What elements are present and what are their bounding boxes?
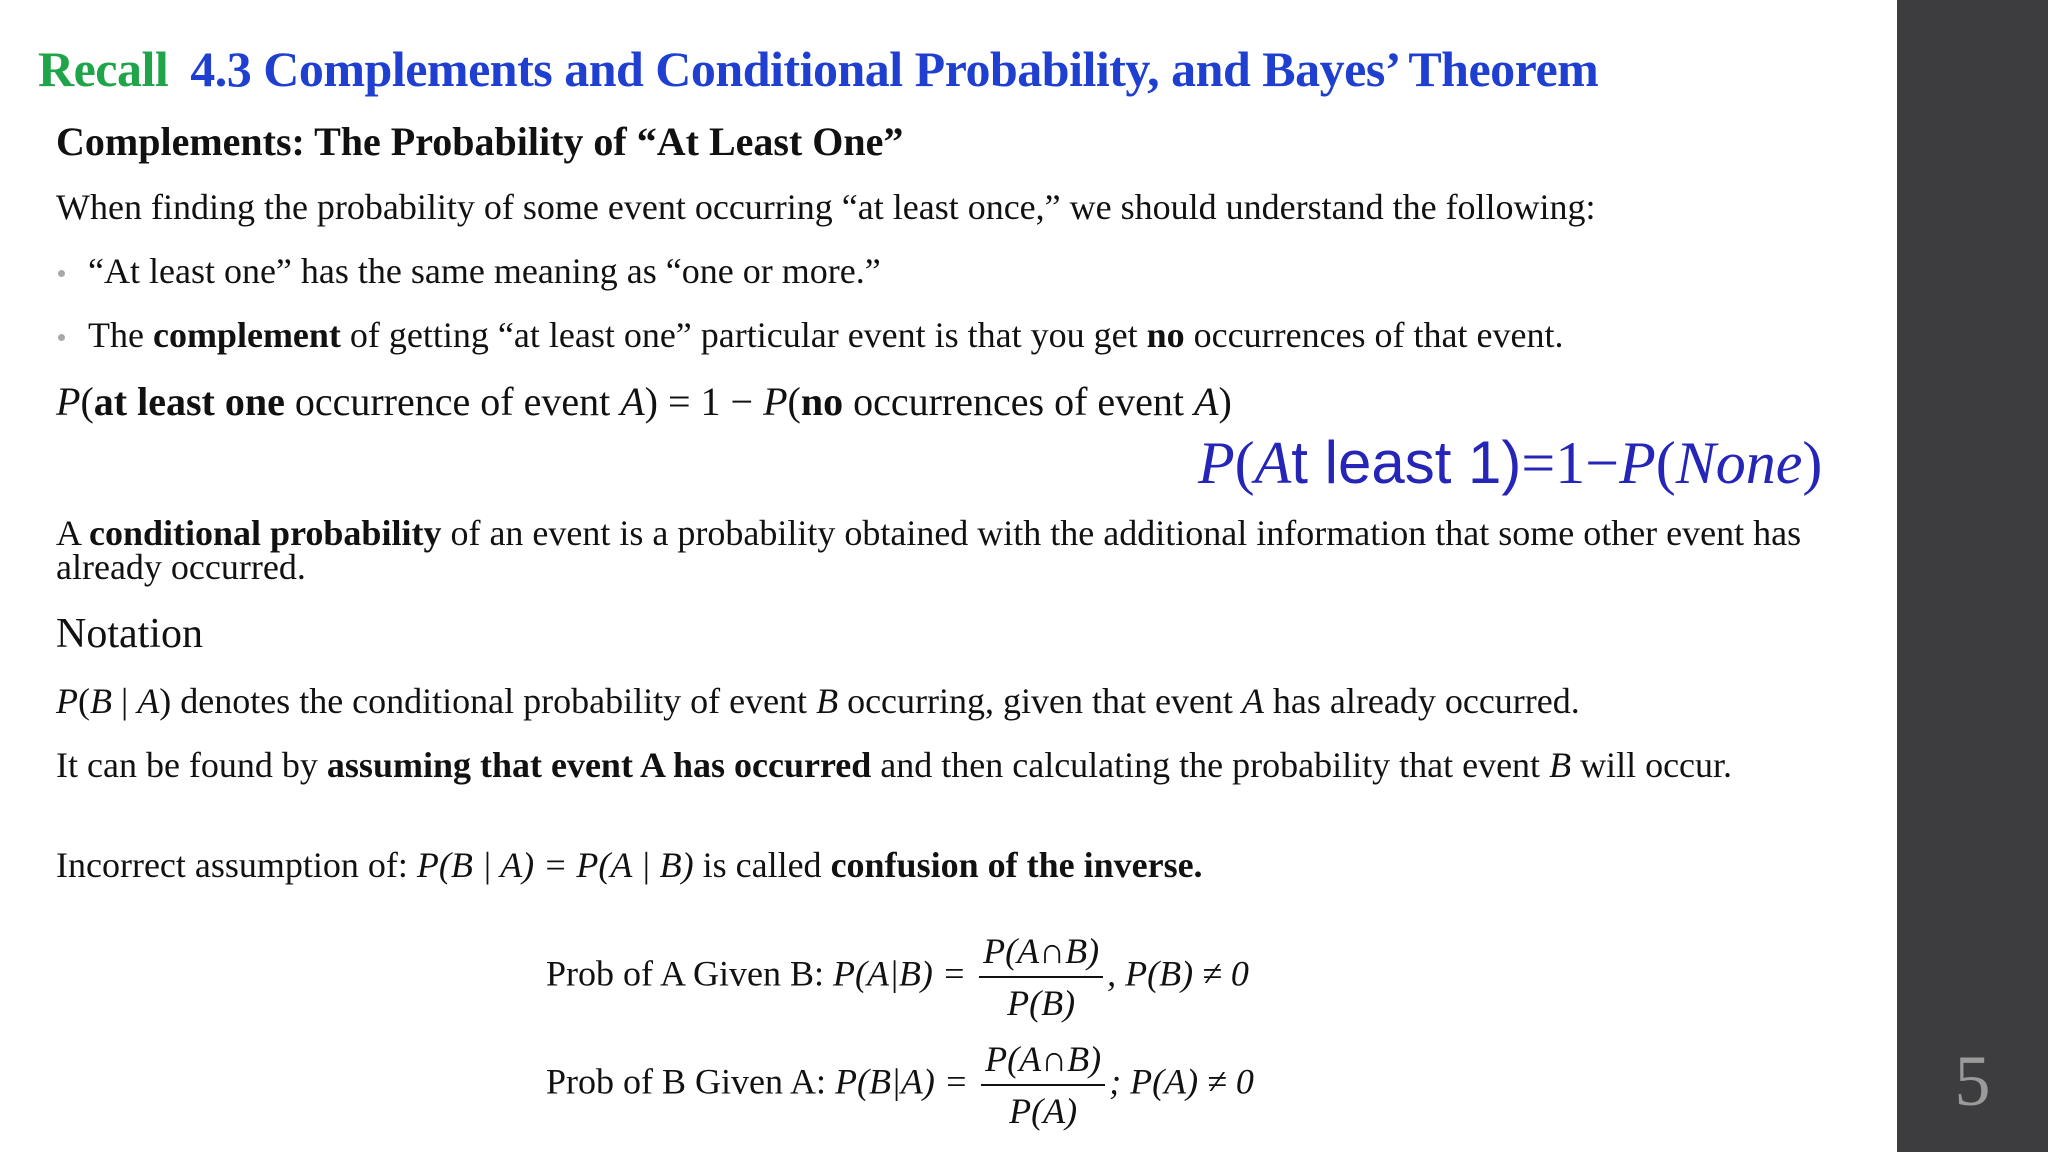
found-by-text: It can be found by assuming that event A has occurred and then calculating the probability that event B will occur. (56, 745, 1733, 785)
slide-title (38, 40, 1598, 98)
bullet-dot (58, 334, 65, 341)
notation-heading: Notation (56, 611, 203, 657)
complement-term: complement (152, 315, 341, 355)
fraction: $\frac{P(A\cap B)}{P(A)}$ (981, 1034, 1105, 1136)
formula-b-given-a: Prob of B Given A: P(B|A) = $\frac{P(A\cap B)}{P(A)}$ ; P(A) ≠ 0 (546, 1034, 1254, 1136)
bullet-dot (58, 270, 65, 277)
conditional-definition: A conditional probability of an event is a probability obtained with the additional information that some other event has already occurred. (56, 513, 1802, 587)
confusion-inverse-text: Incorrect assumption of: P(B | A) = P(A | B) is called confusion of the inverse. (56, 845, 1203, 885)
complements-intro: When finding the probability of some event occurring “at least once,” we should understand the following: (56, 187, 1596, 227)
sidebar-panel (1897, 0, 2048, 1152)
recall-label: Recall (38, 41, 169, 97)
notation-text: P(B | A) denotes the conditional probability of event B occurring, given that event A has already occurred. (56, 681, 1580, 721)
fraction: $\frac{P(A\cap B)}{P(B)}$ (979, 926, 1103, 1028)
handwritten-formula: P(At least 1)=1−P(None) (1198, 429, 1823, 496)
bullet-1: “At least one” has the same meaning as “one or more.” (88, 251, 881, 291)
complement-rule: P(at least one occurrence of event A) = 1 − P(no occurrences of event A) (56, 379, 1232, 424)
complements-heading: Complements: The Probability of “At Least One” (56, 119, 904, 164)
bullet-2: The complement of getting “at least one” particular event is that you get no occurrences of that event. (88, 315, 1564, 355)
page-number: 5 (1954, 1041, 1991, 1121)
formula-a-given-b: Prob of A Given B: P(A|B) = $\frac{P(A\cap B)}{P(B)}$ , P(B) ≠ 0 (546, 926, 1249, 1028)
title-main: 4.3 Complements and Conditional Probability, and Bayes’ Theorem (190, 41, 1599, 97)
